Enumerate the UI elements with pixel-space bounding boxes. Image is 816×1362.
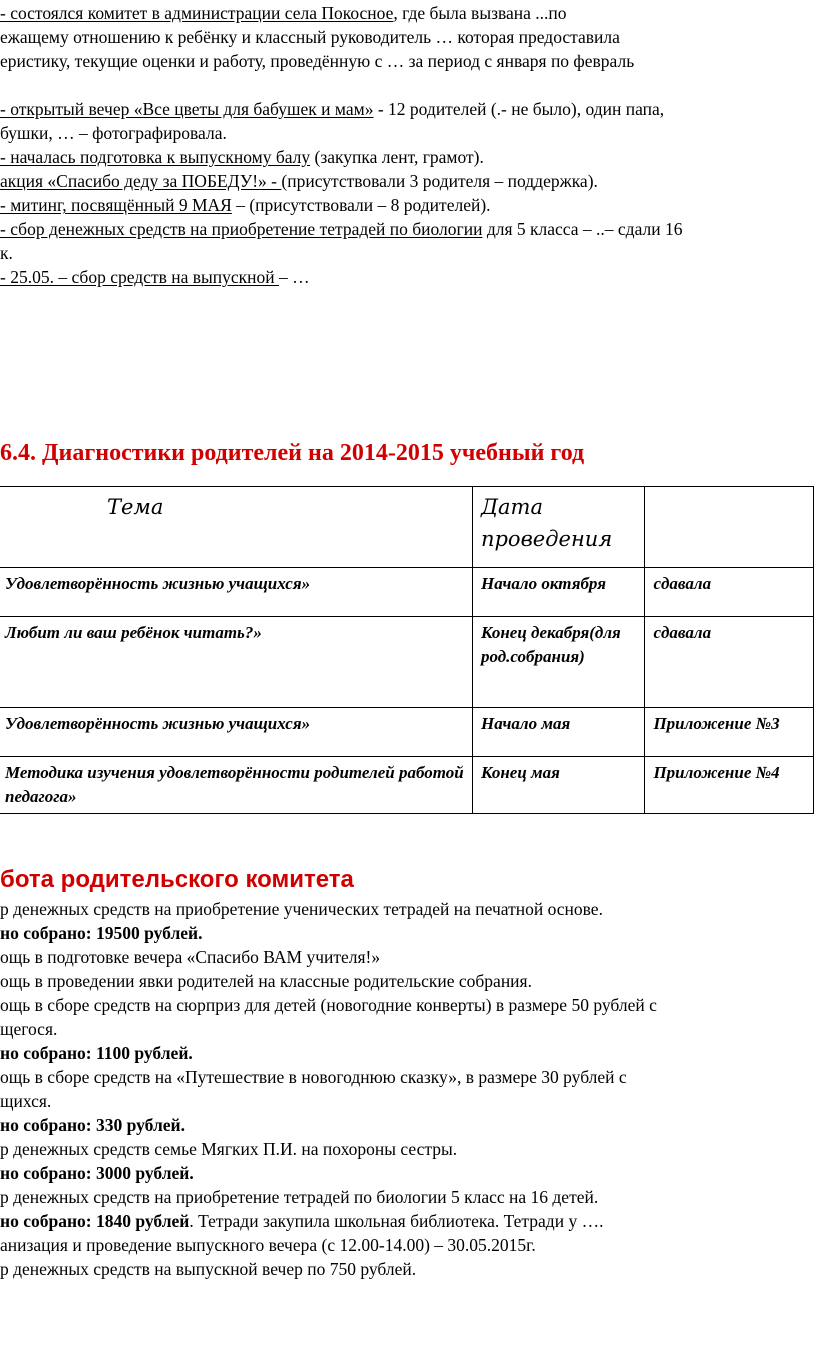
event-title: - началась подготовка к выпускному балу <box>0 147 311 167</box>
committee-line: ощь в сборе средств на «Путешествие в новогоднюю сказку», в размере 30 рублей с <box>0 1067 627 1087</box>
committee-total: но собрано: 3000 рублей. <box>0 1163 194 1183</box>
cell-date: Начало мая <box>472 708 644 757</box>
report-line-1 <box>0 2 567 24</box>
event-line <box>0 266 310 288</box>
cell-date: Конец декабря(для род.собрания) <box>472 617 644 708</box>
committee-line: р денежных средств на приобретение тетрадей по биологии 5 класс на 16 детей. <box>0 1187 599 1207</box>
cell-date: Конец мая <box>472 757 644 814</box>
committee-line: р денежных средств на выпускной вечер по 750 рублей. <box>0 1259 417 1279</box>
header-topic: Тема <box>0 487 472 568</box>
event-title: - открытый вечер «Все цветы для бабушек и мам» <box>0 99 374 119</box>
committee-line: щегося. <box>0 1019 58 1039</box>
cell-status: сдавала <box>645 568 814 617</box>
event-line <box>0 218 682 240</box>
event-line <box>0 146 484 168</box>
committee-line: щихся. <box>0 1091 52 1111</box>
committee-line: анизация и проведение выпускного вечера (с 12.00-14.00) – 30.05.2015г. <box>0 1235 536 1255</box>
cell-date: Начало октября <box>472 568 644 617</box>
event-title: акция «Спасибо деду за ПОБЕДУ!» - <box>0 171 282 191</box>
event-title: - митинг, посвящённый 9 МАЯ <box>0 195 232 215</box>
event-line <box>0 194 491 216</box>
table-row <box>0 757 814 814</box>
diagnostics-table <box>0 486 814 814</box>
table-row <box>0 708 814 757</box>
committee-line: ощь в проведении явки родителей на классные родительские собрания. <box>0 971 532 991</box>
cell-status: Приложение №3 <box>645 708 814 757</box>
committee-line-rest: . Тетради закупила школьная библиотека. Тетради у …. <box>189 1211 604 1231</box>
committee-total: но собрано: 330 рублей. <box>0 1115 185 1135</box>
header-date: Дата проведения <box>472 487 644 568</box>
event-detail: для 5 класса – ..– сдали 16 <box>482 219 683 239</box>
cell-topic: Удовлетворённость жизнью учащихся» <box>0 568 472 617</box>
event-line: бушки, … – фотографировала. <box>0 123 227 143</box>
cell-topic: Методика изучения удовлетворённости родителей работой педагога» <box>0 757 472 814</box>
committee-meeting-text: - состоялся комитет в администрации села Покосное <box>0 3 394 23</box>
report-line-3: еристику, текущие оценки и работу, проведённую с … за период с января по февраль <box>0 51 635 71</box>
event-detail: - 12 родителей (.- не было), один папа, <box>373 99 665 119</box>
cell-status: Приложение №4 <box>645 757 814 814</box>
report-line-2: ежащему отношению к ребёнку и классный руководитель … которая предоставила <box>0 27 620 47</box>
committee-total: но собрано: 1840 рублей <box>0 1211 190 1231</box>
table-header-row <box>0 487 814 568</box>
event-detail: – … <box>279 267 310 287</box>
committee-title: бота родительского комитета <box>0 866 354 893</box>
event-line: к. <box>0 243 13 263</box>
report-line-1-rest: , где была вызвана ...по <box>393 3 567 23</box>
cell-status: сдавала <box>645 617 814 708</box>
committee-line: ощь в сборе средств на сюрприз для детей (новогодние конверты) в размере 50 рублей с <box>0 995 657 1015</box>
section-title: 6.4. Диагностики родителей на 2014-2015 учебный год <box>0 440 585 466</box>
event-detail: (присутствовали 3 родителя – поддержка). <box>281 171 598 191</box>
event-title: - 25.05. – сбор средств на выпускной <box>0 267 279 287</box>
event-line <box>0 170 598 192</box>
committee-total: но собрано: 1100 рублей. <box>0 1043 193 1063</box>
table-row <box>0 568 814 617</box>
header-status <box>645 487 814 568</box>
event-line <box>0 98 664 120</box>
cell-topic: Любит ли ваш ребёнок читать?» <box>0 617 472 708</box>
committee-line <box>0 1210 603 1232</box>
committee-total: но собрано: 19500 рублей. <box>0 923 203 943</box>
cell-topic: Удовлетворённость жизнью учащихся» <box>0 708 472 757</box>
committee-line: р денежных средств семье Мягких П.И. на похороны сестры. <box>0 1139 458 1159</box>
committee-line: р денежных средств на приобретение ученических тетрадей на печатной основе. <box>0 899 603 919</box>
event-title: - сбор денежных средств на приобретение тетрадей по биологии <box>0 219 483 239</box>
table-row <box>0 617 814 708</box>
event-detail: – (присутствовали – 8 родителей). <box>231 195 491 215</box>
committee-line: ощь в подготовке вечера «Спасибо ВАМ учителя!» <box>0 947 381 967</box>
event-detail: (закупка лент, грамот). <box>310 147 484 167</box>
